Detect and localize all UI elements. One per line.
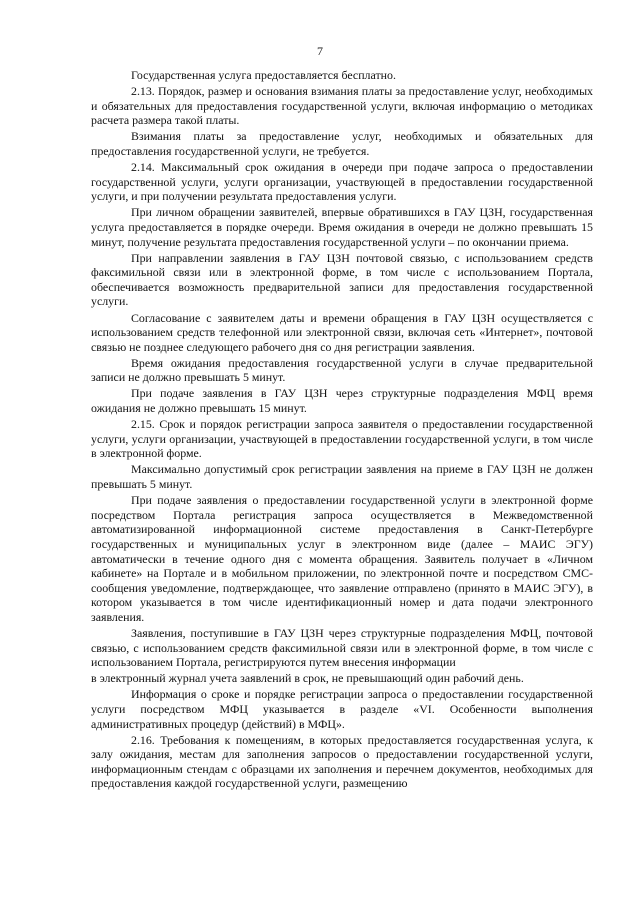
paragraph: 2.13. Порядок, размер и основания взимания платы за предоставление услуг, необходимых и обязательных для предоставления государственной услуги, включая информацию о методиках расчета размера такой платы. <box>91 84 593 128</box>
paragraph: Государственная услуга предоставляется бесплатно. <box>131 68 396 82</box>
document-body <box>91 68 593 793</box>
paragraph: 2.15. Срок и порядок регистрации запроса заявителя о предоставлении государственной услуги, услуги организации, участвующей в предоставлении государственной услуги, в том числе в электронной форме. <box>91 417 593 461</box>
page-number: 7 <box>317 44 323 58</box>
paragraph: При подаче заявления о предоставлении государственной услуги в электронной форме посредством Портала регистрация запроса осуществляется в Межведомственной автоматизированной информационной системе предоставления в Санкт-Петербурге государственных и муниципальных услуг в электронном виде (далее – МАИС ЭГУ) автоматически в течение одного дня с момента обращения. Заявитель получает в «Личном кабинете» на Портале и в мобильном приложении, по электронной почте и посредством СМС-сообщения уведомление, подтверждающее, что заявление отправлено (принято в МАИС ЭГУ), в котором указывается в том числе идентификационный номер и дата подачи электронного заявления. <box>91 493 593 624</box>
paragraph: 2.16. Требования к помещениям, в которых предоставляется государственная услуга, к залу ожидания, местам для заполнения запросов о предоставлении государственной услуги, информационным стендам с образцами их заполнения и перечнем документов, необходимых для предоставления каждой государственной услуги, размещению <box>91 732 593 791</box>
paragraph: Согласование с заявителем даты и времени обращения в ГАУ ЦЗН осуществляется с использованием средств телефонной или электронной связи, включая сеть «Интернет», почтовой связью не позднее следующего рабочего дня со дня регистрации заявления. <box>91 310 593 354</box>
paragraph: При личном обращении заявителей, впервые обратившихся в ГАУ ЦЗН, государственная услуга предоставляется в порядке очереди. Время ожидания в очереди не должно превышать 15 минут, получение результата предоставления государственной услуги – по окончании приема. <box>91 205 593 249</box>
paragraph: При подаче заявления в ГАУ ЦЗН через структурные подразделения МФЦ время ожидания не должно превышать 15 минут. <box>91 386 593 416</box>
paragraph: Максимально допустимый срок регистрации заявления на приеме в ГАУ ЦЗН не должен превышать 5 минут. <box>91 462 593 492</box>
paragraph: При направлении заявления в ГАУ ЦЗН почтовой связью, с использованием средств факсимильной связи или в электронной форме, в том числе с использованием Портала, обеспечивается возможность предварительной записи для предоставления государственной услуги. <box>91 250 593 309</box>
paragraph: Информация о сроке и порядке регистрации запроса о предоставлении государственной услуги посредством МФЦ указывается в разделе «VI. Особенности выполнения административных процедур (действий) в МФЦ». <box>91 687 593 731</box>
paragraph: 2.14. Максимальный срок ожидания в очереди при подаче запроса о предоставлении государственной услуги, услуги организации, участвующей в предоставлении государственной услуги, и при получении результата предоставления услуги. <box>91 160 593 204</box>
paragraph: Взимания платы за предоставление услуг, необходимых и обязательных для предоставления государственной услуги, не требуется. <box>91 129 593 158</box>
paragraph: в электронный журнал учета заявлений в срок, не превышающий один рабочий день. <box>91 671 524 686</box>
paragraph: Время ожидания предоставления государственной услуги в случае предварительной записи не должно превышать 5 минут. <box>91 355 593 385</box>
paragraph: Заявления, поступившие в ГАУ ЦЗН через структурные подразделения МФЦ, почтовой связью, с использованием средств факсимильной связи или в электронной форме, в том числе с использованием Портала, регистрируются путем внесения информации <box>91 625 593 670</box>
